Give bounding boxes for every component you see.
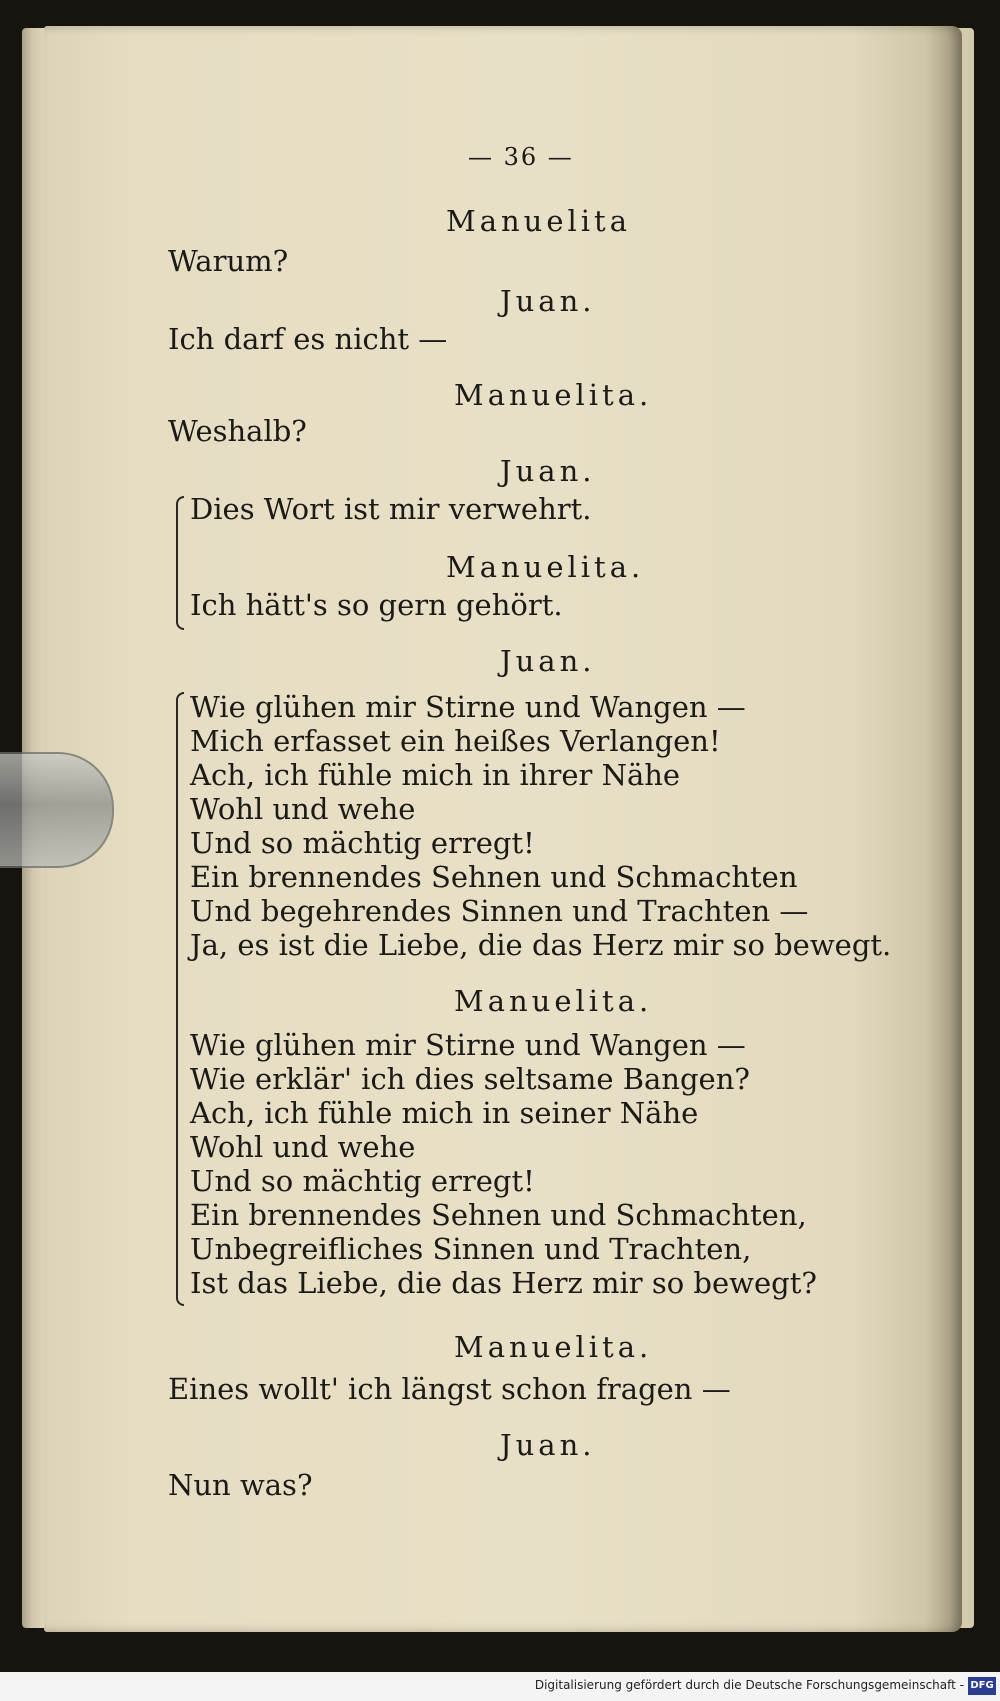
verse-line: Ist das Liebe, die das Herz mir so bewegt? <box>190 1266 817 1300</box>
speaker-label: Juan. <box>500 454 596 488</box>
speaker-label: Manuelita. <box>446 550 645 584</box>
verse-line: Mich erfasset ein heißes Verlangen! <box>190 724 721 758</box>
dialogue-line: Dies Wort ist mir verwehrt. <box>190 492 592 526</box>
verse-line: Und so mächtig erregt! <box>190 1164 535 1198</box>
footer-bar <box>0 1672 1000 1701</box>
speaker-label: Juan. <box>500 1428 596 1462</box>
page-clip <box>0 752 114 868</box>
verse-line: Und begehrendes Sinnen und Trachten — <box>190 894 809 928</box>
duet-bracket <box>176 496 184 630</box>
verse-line: Unbegreifliches Sinnen und Trachten, <box>190 1232 752 1266</box>
dialogue-line: Nun was? <box>168 1468 313 1502</box>
verse-line: Wohl und wehe <box>190 792 416 826</box>
verse-line: Ach, ich fühle mich in seiner Nähe <box>190 1096 699 1130</box>
speaker-label: Manuelita. <box>454 1330 653 1364</box>
speaker-label: Manuelita <box>446 204 631 238</box>
footer-credit: Digitalisierung gefördert durch die Deutsche Forschungsgemeinschaft - <box>534 1678 964 1692</box>
dialogue-line: Ich hätt's so gern gehört. <box>190 588 563 622</box>
speaker-label: Juan. <box>500 644 596 678</box>
verse-line: Ein brennendes Sehnen und Schmachten <box>190 860 798 894</box>
verse-line: Ein brennendes Sehnen und Schmachten, <box>190 1198 807 1232</box>
dialogue-line: Eines wollt' ich längst schon fragen — <box>168 1372 731 1406</box>
page-number: — 36 — <box>468 143 574 171</box>
speaker-label: Manuelita. <box>454 984 653 1018</box>
verse-line: Wie glühen mir Stirne und Wangen — <box>190 690 746 724</box>
speaker-label: Manuelita. <box>454 378 653 412</box>
verse-line: Ja, es ist die Liebe, die das Herz mir so bewegt. <box>190 928 892 962</box>
verse-line: Ach, ich fühle mich in ihrer Nähe <box>190 758 681 792</box>
verse-line: Wie glühen mir Stirne und Wangen — <box>190 1028 746 1062</box>
verse-line: Wohl und wehe <box>190 1130 416 1164</box>
speaker-label: Juan. <box>500 284 596 318</box>
dialogue-line: Weshalb? <box>168 414 307 448</box>
dfg-logo: DFG <box>968 1677 996 1695</box>
dialogue-line: Warum? <box>168 244 289 278</box>
dialogue-line: Ich darf es nicht — <box>168 322 448 356</box>
verse-line: Wie erklär' ich dies seltsame Bangen? <box>190 1062 750 1096</box>
duet-bracket <box>176 692 184 1306</box>
verse-line: Und so mächtig erregt! <box>190 826 535 860</box>
